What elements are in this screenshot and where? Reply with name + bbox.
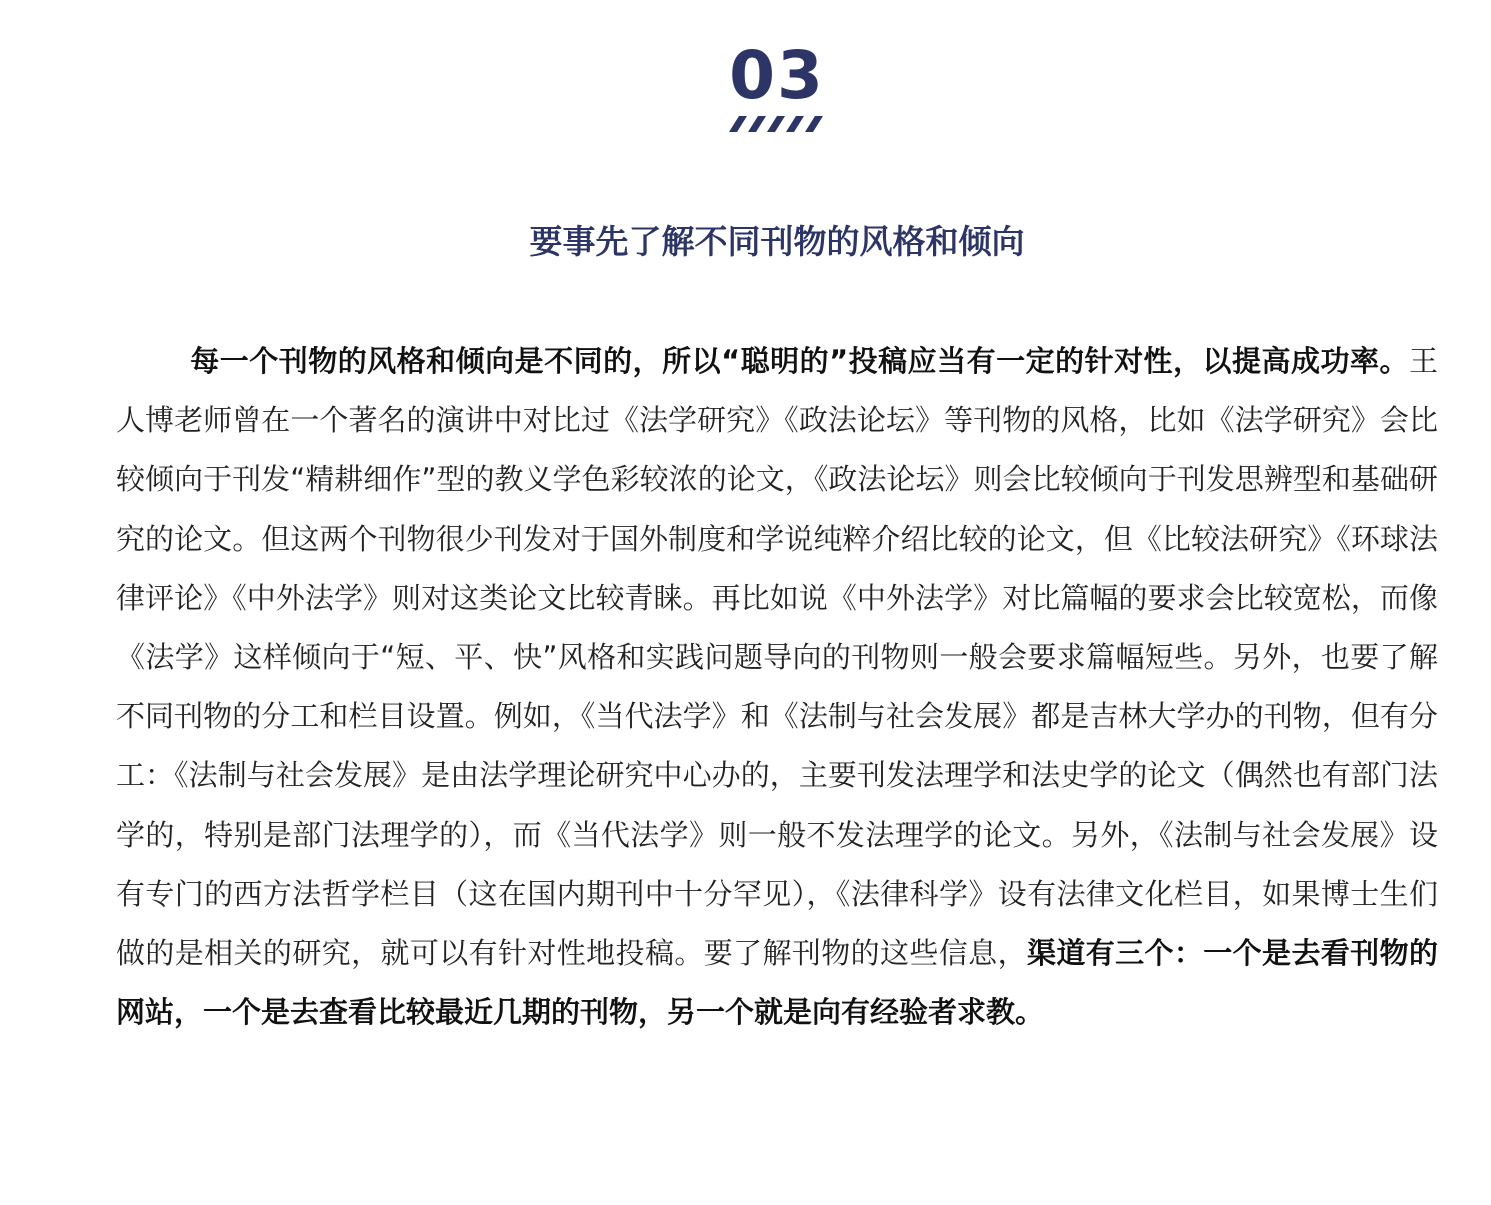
closing-bold-sentence: 渠道有三个：一个是去看刊物的网站，一个是去查看比较最近几期的刊物，另一个就是向有经验者求教。 bbox=[116, 936, 1438, 1030]
diagonal-stripes-icon bbox=[729, 116, 825, 132]
lead-bold-sentence: 每一个刊物的风格和倾向是不同的，所以“聪明的”投稿应当有一定的针对性，以提高成功率。 bbox=[190, 344, 1409, 378]
body-text: 王人博老师曾在一个著名的演讲中对比过《法学研究》《政法论坛》等刊物的风格，比如《法学研究》会比较倾向于刊发“精耕细作”型的教义学色彩较浓的论文，《政法论坛》则会比较倾向于刊发思辨型和基础研究的论文。但这两个刊物很少刊发对于国外制度和学说纯粹介绍比较的论文，但《比较法研究》《环球法律评论》《中外法学》则对这类论文比较青睐。再比如说《中外法学》对比篇幅的要求会比较宽松，而像《法学》这样倾向于“短、平、快”风格和实践问题导向的刊物则一般会要求篇幅短些。另外，也要了解不同刊物的分工和栏目设置。例如，《当代法学》和《法制与社会发展》都是吉林大学办的刊物，但有分工：《法制与社会发展》是由法学理论研究中心办的，主要刊发法理学和法史学的论文（偶然也有部门法学的，特别是部门法理学的），而《当代法学》则一般不发法理学的论文。另外，《法制与社会发展》设有专门的西方法哲学栏目（这在国内期刊中十分罕见），《法律科学》设有法律文化栏目，如果博士生们做的是相关的研究，就可以有针对性地投稿。要了解刊物的这些信息， bbox=[116, 344, 1438, 971]
section-title: 要事先了解不同刊物的风格和倾向 bbox=[529, 222, 1025, 261]
section-number: 03 bbox=[729, 37, 825, 114]
body-paragraph bbox=[116, 332, 1438, 1042]
